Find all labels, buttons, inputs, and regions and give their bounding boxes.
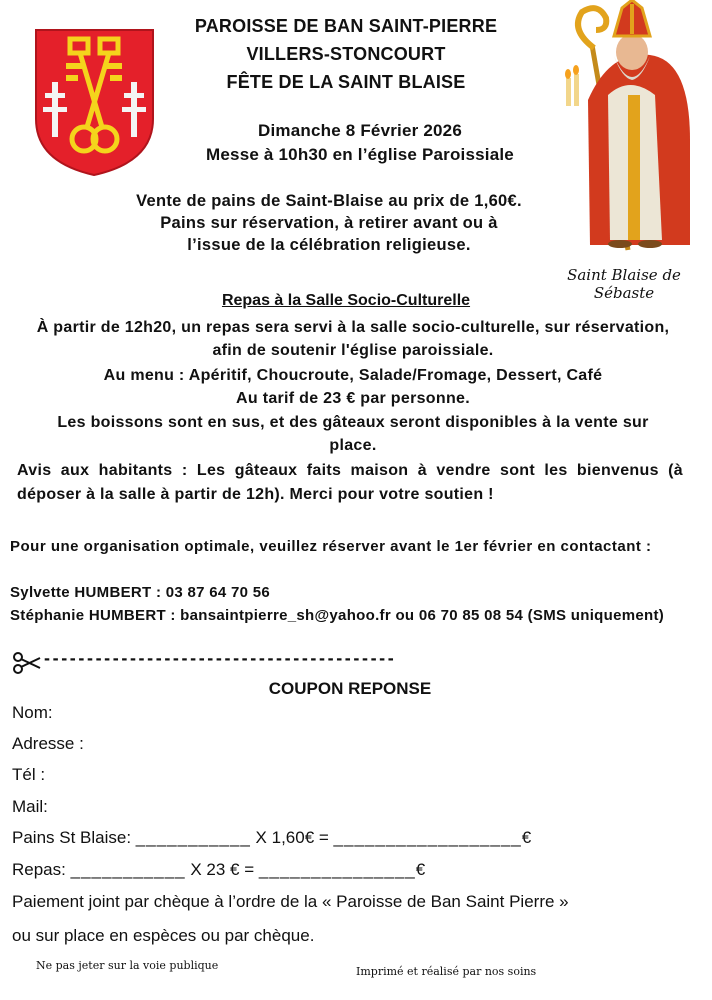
coat-of-arms (32, 27, 157, 177)
pains-label: Pains St Blaise: (12, 828, 132, 847)
saint-blaise-icon (550, 0, 700, 262)
pains-quantity-field[interactable]: ___________ (135, 828, 251, 847)
scissors-icon (12, 651, 42, 675)
feast-title: FÊTE DE LA SAINT BLAISE (226, 72, 466, 92)
bread-line-3: l’issue de la célébration religieuse. (187, 236, 471, 254)
pains-multiplier: X 1,60€ = (255, 828, 329, 847)
footer-left: Ne pas jeter sur la voie publique (36, 959, 219, 972)
bread-line-1: Vente de pains de Saint-Blaise au prix de 1,60€. (136, 192, 522, 210)
cut-line: ----------------------------------------- (44, 648, 397, 668)
saint-blaise-illustration (550, 0, 700, 262)
repas-multiplier: X 23 € = (190, 860, 255, 879)
meal-notice: Avis aux habitants : Les gâteaux faits maison à vendre sont les bienvenus (à déposer à la salle à partir de 12h). Merci pour votre soutien ! (17, 462, 683, 503)
repas-total-field[interactable]: _______________ (258, 860, 416, 879)
field-adresse[interactable]: Adresse : (12, 734, 84, 753)
repas-row (12, 860, 425, 880)
field-mail[interactable]: Mail: (12, 797, 48, 816)
repas-label: Repas: (12, 860, 66, 879)
meal-intro: À partir de 12h20, un repas sera servi à la salle socio-culturelle, sur réservation, afin de soutenir l'église paroissiale. (36, 319, 670, 359)
payment-line-1: Paiement joint par chèque à l’ordre de la « Paroisse de Ban Saint Pierre » (12, 892, 569, 911)
payment-line-2: ou sur place en espèces ou par chèque. (12, 926, 315, 945)
pains-euro: € (521, 828, 532, 847)
meal-menu: Au menu : Apéritif, Choucroute, Salade/Fromage, Dessert, Café (103, 367, 603, 384)
pains-row (12, 828, 531, 848)
meal-price: Au tarif de 23 € par personne. (236, 390, 470, 407)
coupon-title: COUPON REPONSE (268, 679, 432, 698)
repas-quantity-field[interactable]: ___________ (70, 860, 186, 879)
field-nom[interactable]: Nom: (12, 703, 53, 722)
event-date: Dimanche 8 Février 2026 (258, 121, 462, 140)
contact-intro: Pour une organisation optimale, veuillez réserver avant le 1er février en contactant : (10, 538, 652, 555)
field-tel[interactable]: Tél : (12, 765, 46, 784)
footer-right: Imprimé et réalisé par nos soins (356, 965, 537, 978)
meal-drinks: Les boissons sont en sus, et des gâteaux seront disponibles à la vente sur place. (57, 414, 649, 454)
coat-of-arms-shield-icon (32, 27, 157, 177)
pains-total-field[interactable]: __________________ (333, 828, 522, 847)
contact-person-2: Stéphanie HUMBERT : bansaintpierre_sh@yahoo.fr ou 06 70 85 08 54 (SMS uniquement) (10, 607, 665, 624)
saint-caption: Saint Blaise de Sébaste (567, 266, 681, 302)
village-title: VILLERS-STONCOURT (246, 44, 446, 64)
bread-line-2: Pains sur réservation, à retirer avant ou à (160, 214, 498, 232)
repas-euro: € (415, 860, 426, 879)
contact-person-1: Sylvette HUMBERT : 03 87 64 70 56 (10, 584, 271, 601)
mass-time: Messe à 10h30 en l’église Paroissiale (206, 145, 514, 164)
meal-title: Repas à la Salle Socio-Culturelle (221, 292, 471, 309)
parish-title: PAROISSE DE BAN SAINT-PIERRE (194, 16, 498, 36)
